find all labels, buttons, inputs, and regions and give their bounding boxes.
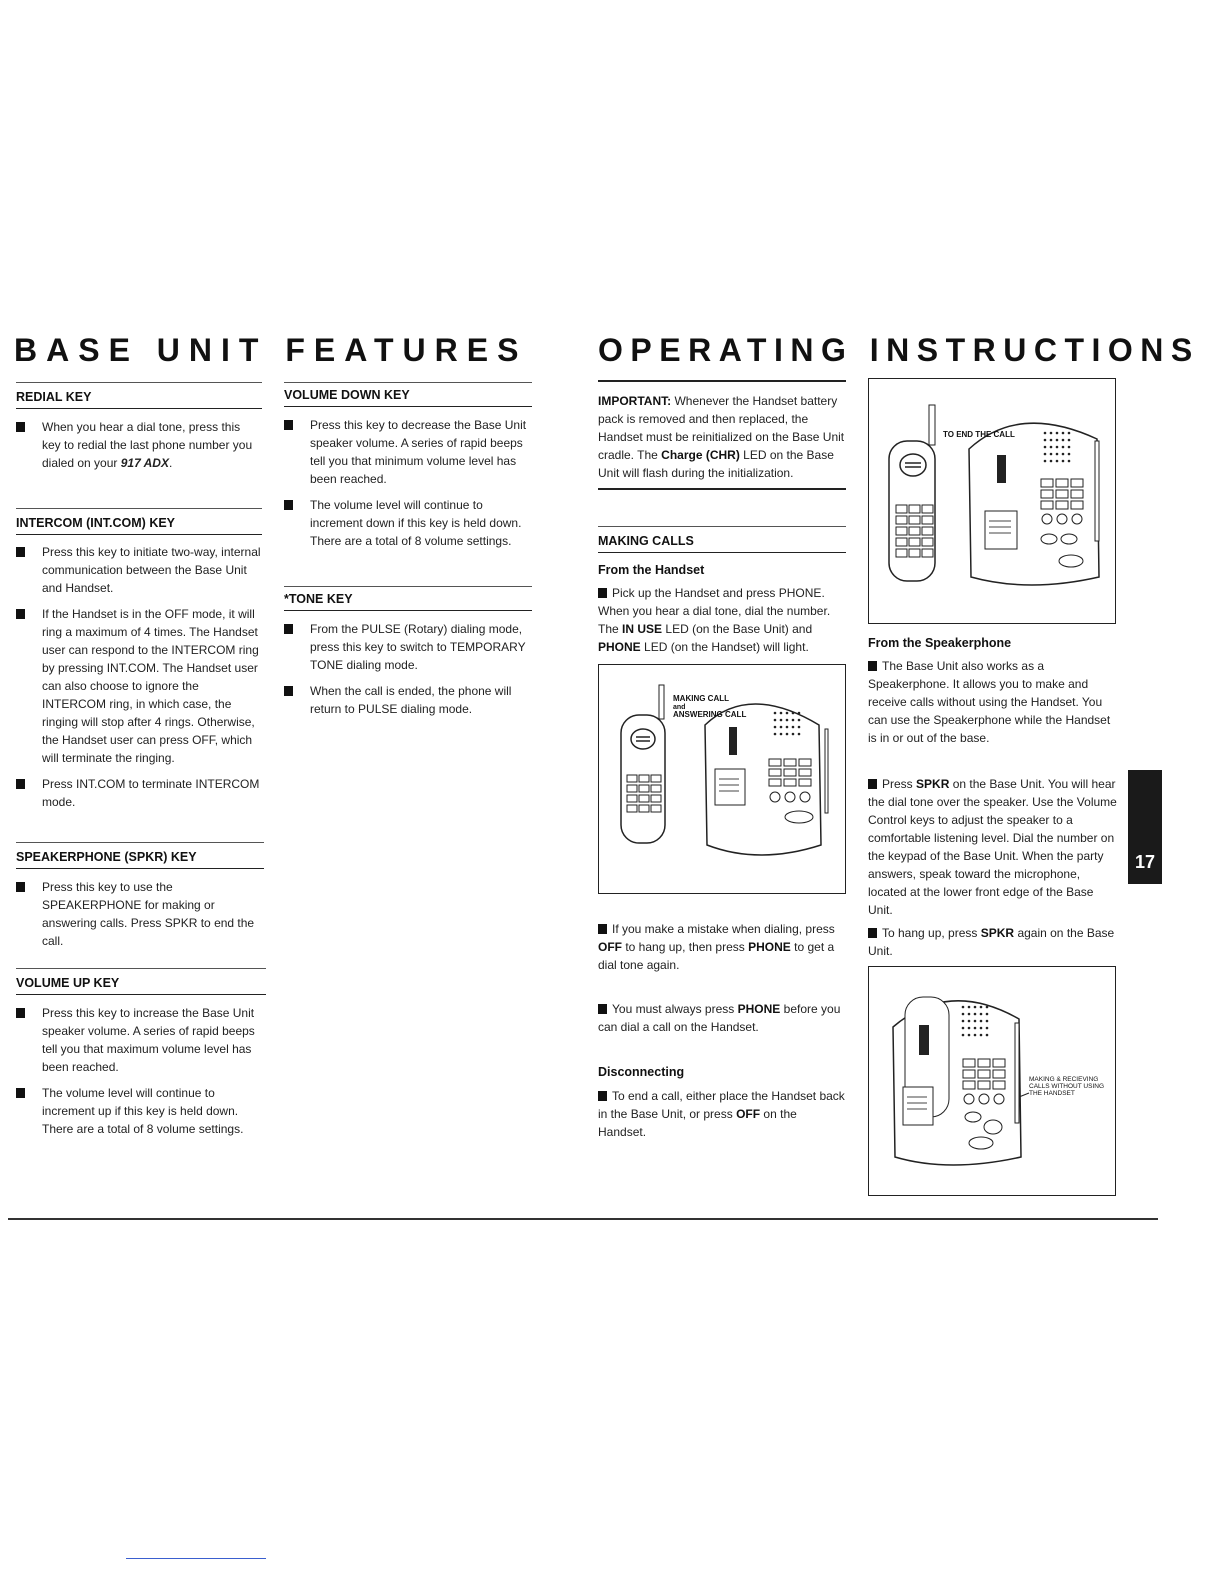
right-page-title: OPERATING INSTRUCTIONS	[598, 332, 1200, 368]
end-call-figure	[868, 378, 1116, 624]
bullet-icon	[598, 1004, 607, 1014]
list-item	[284, 620, 534, 674]
mistake-text	[598, 920, 848, 974]
disconnecting-text	[598, 1087, 848, 1141]
bullet-icon	[868, 661, 877, 671]
tone-bullets	[284, 620, 534, 726]
press-spkr-text	[868, 775, 1118, 919]
figure1-label-1: MAKING CALL	[673, 694, 729, 703]
phone-illustration-icon	[599, 665, 845, 893]
important-label: IMPORTANT:	[598, 394, 672, 408]
redial-top-rule	[16, 382, 262, 383]
voldown-top-rule	[284, 382, 532, 383]
bullet-icon	[284, 686, 293, 696]
bullet-icon	[284, 624, 293, 634]
spkr-top-rule	[16, 842, 264, 843]
handset-text: Pick up the Handset and press PHONE. When you hear a dial tone, dial the number. The	[598, 586, 831, 636]
from-speaker-heading: From the Speakerphone	[868, 636, 1012, 650]
bullet-icon	[284, 420, 293, 430]
spkr-heading: SPEAKERPHONE (SPKR) KEY	[16, 850, 264, 869]
redial-bullets	[16, 418, 262, 480]
voldown-bullets	[284, 416, 534, 558]
mistake-text-2: to hang up, then press	[625, 940, 745, 954]
list-item	[16, 418, 262, 472]
list-item	[16, 775, 264, 811]
volup-heading: VOLUME UP KEY	[16, 976, 266, 995]
phone-label: PHONE	[598, 640, 641, 654]
bullet-icon	[16, 1088, 25, 1098]
bullet-text: When you hear a dial tone, press this key to redial the last phone number you dialed on your	[42, 420, 253, 470]
important-text-end: LED on the Base Unit will flash during the initialization.	[598, 448, 834, 480]
bottom-link-line	[126, 1558, 266, 1559]
bullet-end: .	[168, 456, 173, 470]
list-item	[16, 605, 264, 767]
list-item	[16, 1004, 266, 1076]
phone-label: PHONE	[748, 940, 791, 954]
bullet-text: The volume level will continue to increment down if this key is held down. There are a total of 8 volume settings.	[310, 498, 522, 548]
figure3-label-2: CALLS WITHOUT USING	[1029, 1083, 1105, 1090]
bullet-text: Press this key to initiate two-way, internal communication between the Base Unit and Handset.	[42, 545, 261, 595]
bullet-text: Press INT.COM to terminate INTERCOM mode.	[42, 777, 260, 809]
always-text-1: You must always press	[612, 1002, 735, 1016]
intercom-top-rule	[16, 508, 262, 509]
figure3-label-1: MAKING & RECIEVING	[1029, 1076, 1099, 1083]
bullet-icon	[284, 500, 293, 510]
bullet-icon	[16, 547, 25, 557]
speaker-text: The Base Unit also works as a Speakerphone. It allows you to make and receive calls without using the Handset. You can use the Speakerphone while the Handset is in or out of the base.	[868, 659, 1111, 745]
hang-up-text-1: To hang up, press	[882, 926, 978, 940]
important-note	[598, 392, 848, 482]
making-call-figure	[598, 664, 846, 894]
tone-heading: *TONE KEY	[284, 592, 532, 611]
spkr-label: SPKR	[916, 777, 950, 791]
from-speaker-text	[868, 657, 1118, 747]
important-bold: Charge (CHR)	[661, 448, 740, 462]
bullet-text: From the PULSE (Rotary) dialing mode, press this key to switch to TEMPORARY TONE dialing mode.	[310, 622, 526, 672]
left-page-title: BASE UNIT FEATURES	[14, 332, 528, 368]
bullet-icon	[868, 779, 877, 789]
bullet-text: If the Handset is in the OFF mode, it will ring a maximum of 4 times. The Handset user can respond to the INTERCOM ring by pressing INT.COM. The Handset user can also choose to ignore the INTERCOM ring, in which case, the ringing will stop after 4 rings. Otherwise, the Handset user can press OFF, which will terminate the ringing.	[42, 607, 259, 765]
from-handset-heading: From the Handset	[598, 563, 705, 577]
off-label: OFF	[736, 1107, 761, 1121]
making-calls-heading: MAKING CALLS	[598, 534, 846, 553]
list-item	[284, 682, 534, 718]
bullet-text: When the call is ended, the phone will return to PULSE dialing mode.	[310, 684, 512, 716]
volup-top-rule	[16, 968, 266, 969]
tone-top-rule	[284, 586, 532, 587]
intercom-bullets	[16, 543, 264, 819]
bullet-text: Press this key to use the SPEAKERPHONE for making or answering calls. Press SPKR to end the call.	[42, 880, 255, 948]
voldown-heading: VOLUME DOWN KEY	[284, 388, 532, 407]
important-bottom-rule	[598, 488, 846, 490]
volup-bullets	[16, 1004, 266, 1146]
phone-end-call-icon	[869, 379, 1115, 623]
list-item	[16, 878, 264, 950]
off-label: OFF	[598, 940, 622, 954]
spkr-text-2: on the Base Unit. You will hear the dial tone over the speaker. Use the Volume Control keys to adjust the speaker to a comfortable listening level. Dial the number on the keypad of the Base Unit. When the party answers, speak toward the microphone, located at the lower front edge of the Base Unit.	[868, 777, 1117, 917]
bullet-icon	[16, 422, 25, 432]
bullet-icon	[16, 1008, 25, 1018]
in-use-label: IN USE	[622, 622, 663, 636]
disconnecting-heading: Disconnecting	[598, 1065, 685, 1079]
bullet-icon	[868, 928, 877, 938]
figure3-label-3: THE HANDSET	[1029, 1090, 1075, 1097]
redial-heading: REDIAL KEY	[16, 390, 262, 409]
important-text: Whenever the Handset battery pack is removed and then replaced, the Handset must be reinitialized on the Base Unit cradle. The	[598, 394, 845, 462]
handset-text-2: LED (on the Base Unit) and	[665, 622, 813, 636]
list-item	[16, 543, 264, 597]
page-number: 17	[1134, 852, 1156, 872]
bullet-icon	[16, 882, 25, 892]
bottom-rule	[8, 1218, 1158, 1220]
list-item	[16, 1084, 266, 1138]
bullet-text: Press this key to increase the Base Unit speaker volume. A series of rapid beeps tell you that maximum volume level has been reached.	[42, 1006, 255, 1074]
hang-up-text-2: again on the Base Unit.	[868, 926, 1115, 958]
from-handset-text	[598, 584, 848, 656]
base-unit-illustration-icon	[869, 967, 1115, 1195]
hang-up-text	[868, 924, 1118, 960]
handset-text-3: LED (on the Handset) will light.	[644, 640, 809, 654]
bullet-icon	[16, 609, 25, 619]
spkr-bullets	[16, 878, 264, 958]
figure2-label: TO END THE CALL	[943, 430, 1015, 439]
bullet-icon	[598, 1091, 607, 1101]
model-name: 917 ADX	[120, 456, 169, 470]
bullet-text: The volume level will continue to increment up if this key is held down. There are a total of 8 volume settings.	[42, 1086, 244, 1136]
phone-label: PHONE	[737, 1002, 781, 1016]
always-text	[598, 1000, 848, 1036]
bullet-icon	[16, 779, 25, 789]
mistake-text-3: to get a dial tone again.	[598, 940, 835, 972]
list-item	[284, 416, 534, 488]
always-text-2: before you can dial a call on the Handset.	[598, 1002, 841, 1034]
spkr-label: SPKR	[980, 926, 1015, 940]
list-item	[284, 496, 534, 550]
disconnect-text-2: on the Handset.	[598, 1107, 797, 1139]
intercom-heading: INTERCOM (INT.COM) KEY	[16, 516, 262, 535]
bullet-icon	[598, 588, 607, 598]
bullet-text: Press this key to decrease the Base Unit speaker volume. A series of rapid beeps tell you that minimum volume level has been reached.	[310, 418, 527, 486]
disconnect-text-1: To end a call, either place the Handset back in the Base Unit, or press	[598, 1089, 845, 1121]
mistake-text-1: If you make a mistake when dialing, press	[612, 922, 835, 936]
bullet-icon	[598, 924, 607, 934]
important-top-rule	[598, 380, 846, 382]
spkr-text-1: Press	[882, 777, 913, 791]
speakerphone-figure	[868, 966, 1116, 1196]
making-calls-top-rule	[598, 526, 846, 527]
figure1-label-3: ANSWERING CALL	[673, 710, 747, 719]
figure1-label-2: and	[673, 704, 686, 711]
